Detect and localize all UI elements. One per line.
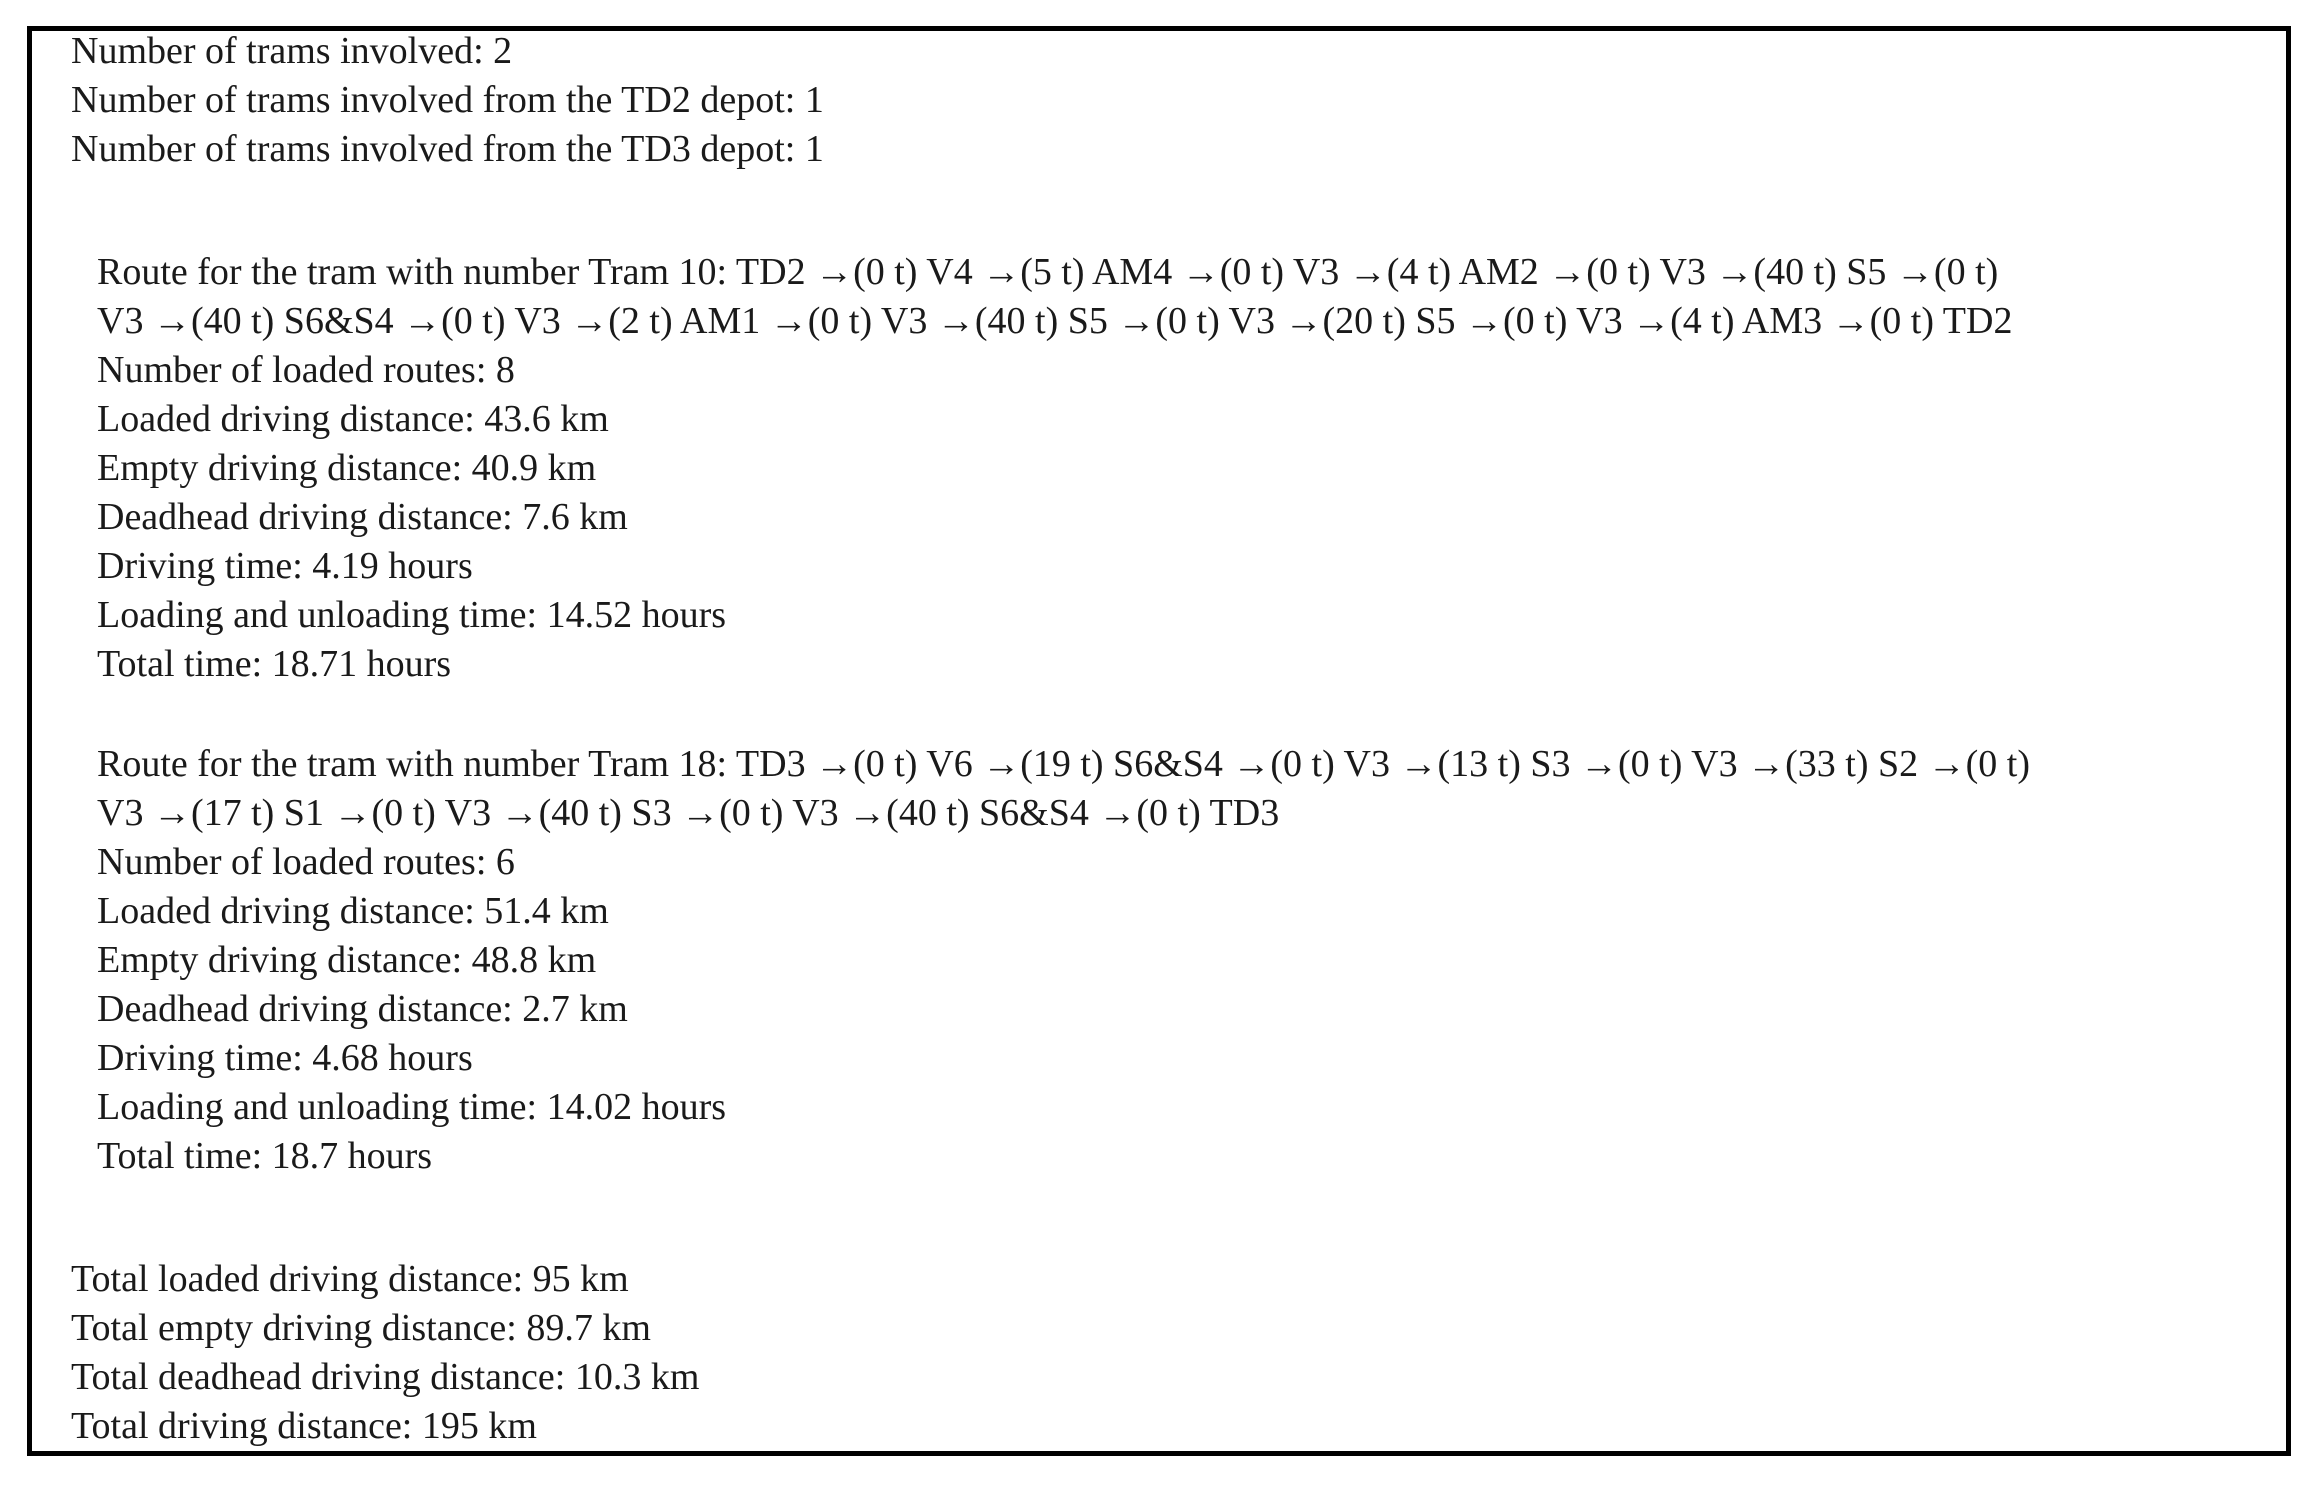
route-2-line-1: Route for the tram with number Tram 18: TD3 →(0 t) V6 →(19 t) S6&S4 →(0 t) V3 →(13 t) S3 →(0 t) V3 →(33 t) S2 →(0 t)	[97, 743, 2030, 785]
total-deadhead-distance: Total deadhead driving distance: 10.3 km	[71, 1356, 700, 1398]
route-2-loaded-routes: Number of loaded routes: 6	[97, 841, 515, 883]
route-2-loaded-distance: Loaded driving distance: 51.4 km	[97, 890, 609, 932]
route-2-deadhead-distance: Deadhead driving distance: 2.7 km	[97, 988, 628, 1030]
route-1-driving-time: Driving time: 4.19 hours	[97, 545, 473, 587]
route-2-empty-distance: Empty driving distance: 48.8 km	[97, 939, 597, 981]
route-2-loading-time: Loading and unloading time: 14.02 hours	[97, 1086, 727, 1128]
total-empty-distance: Total empty driving distance: 89.7 km	[71, 1307, 651, 1349]
route-1-line-2: V3 →(40 t) S6&S4 →(0 t) V3 →(2 t) AM1 →(0 t) V3 →(40 t) S5 →(0 t) V3 →(20 t) S5 →(0 t) V3 →(4 t) AM3 →(0 t) TD2	[97, 300, 2013, 342]
total-driving-distance: Total driving distance: 195 km	[71, 1405, 537, 1447]
total-loaded-distance: Total loaded driving distance: 95 km	[71, 1258, 629, 1300]
route-1-line-1: Route for the tram with number Tram 10: TD2 →(0 t) V4 →(5 t) AM4 →(0 t) V3 →(4 t) AM2 →(0 t) V3 →(40 t) S5 →(0 t)	[97, 251, 1999, 293]
route-1-loaded-distance: Loaded driving distance: 43.6 km	[97, 398, 609, 440]
trams-td3-text: Number of trams involved from the TD3 depot: 1	[71, 128, 824, 170]
trams-td2-text: Number of trams involved from the TD2 depot: 1	[71, 79, 824, 121]
route-1-loading-time: Loading and unloading time: 14.52 hours	[97, 594, 727, 636]
route-1-deadhead-distance: Deadhead driving distance: 7.6 km	[97, 496, 628, 538]
route-1-total-time: Total time: 18.71 hours	[97, 643, 452, 685]
route-1-empty-distance: Empty driving distance: 40.9 km	[97, 447, 597, 489]
route-1-loaded-routes: Number of loaded routes: 8	[97, 349, 515, 391]
route-2-total-time: Total time: 18.7 hours	[97, 1135, 433, 1177]
trams-involved-text: Number of trams involved: 2	[71, 30, 513, 72]
route-2-driving-time: Driving time: 4.68 hours	[97, 1037, 473, 1079]
route-2-line-2: V3 →(17 t) S1 →(0 t) V3 →(40 t) S3 →(0 t) V3 →(40 t) S6&S4 →(0 t) TD3	[97, 792, 1280, 834]
